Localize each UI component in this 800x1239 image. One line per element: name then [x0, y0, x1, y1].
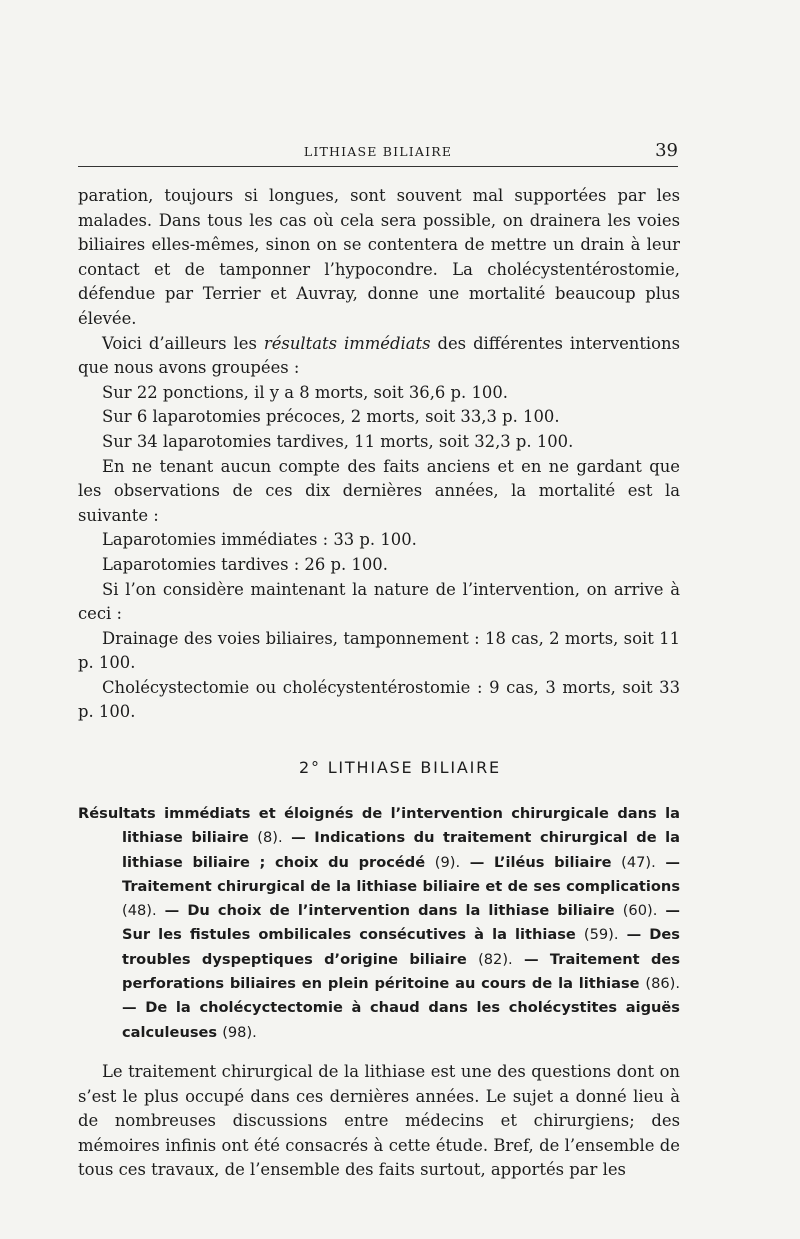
reference-number: (82).: [478, 950, 513, 968]
reference-number: (59).: [583, 926, 619, 944]
summary-title: — Traitement chirurgical de la lithiase biliaire et de ses complications: [122, 853, 681, 895]
summary-title: — Des troubles dyspeptiques d’origine biliaire: [122, 926, 680, 968]
summary-title: — Traitement des perforations biliaires en plein péritoine au cours de la lithiase: [122, 950, 680, 993]
reference-number: (86).: [645, 975, 680, 993]
summary-title: — De la cholécyctectomie à chaud dans les cholécystites aiguës calculeuses: [122, 999, 680, 1041]
running-title: LITHIASE BILIAIRE: [303, 144, 453, 159]
reference-number: (60).: [622, 902, 658, 920]
recent-results-line: Laparotomies tardives : 26 p. 100.: [102, 554, 388, 574]
results-line: Sur 6 laparotomies précoces, 2 morts, soit 33,3 p. 100.: [102, 407, 560, 427]
paragraph: En ne tenant aucun compte des faits anciens et en ne gardant que les observations de ces dix dernières années, la mortalité est la suivante :: [78, 456, 680, 525]
summary-title: — Sur les fistules ombilicales consécutives à la lithiase: [122, 902, 680, 944]
summary-title: Résultats immédiats et éloignés de l’intervention chirurgicale dans la lithiase biliaire: [78, 805, 680, 847]
section-summary: [78, 802, 680, 1045]
paragraph: Cholécystectomie ou cholécystentérostomie : 9 cas, 3 morts, soit 33 p. 100.: [78, 677, 680, 722]
paragraph: paration, toujours si longues, sont souvent mal supportées par les malades. Dans tous les cas où cela sera possible, on drainera les voies biliaires elles-mêmes, sinon on se contentera de mettre un drain à leur contact et de tamponner l’hypocondre. La cholécystentérostomie, défendue par Terrier et Auvray, donne une mortalité beaucoup plus élevée.: [78, 186, 680, 328]
section-heading: 2° LITHIASE BILIAIRE: [299, 758, 501, 777]
reference-number: (8).: [257, 829, 283, 847]
paragraph-results-intro: [78, 332, 680, 381]
recent-results-line: Laparotomies immédiates : 33 p. 100.: [102, 530, 417, 550]
results-line: Sur 34 laparotomies tardives, 11 morts, soit 32,3 p. 100.: [102, 431, 574, 451]
page-number: 39: [655, 140, 678, 161]
summary-title: — Indications du traitement chirurgical de la lithiase biliaire ; choix du procédé: [122, 829, 680, 871]
text-span: Voici d’ailleurs les: [102, 333, 264, 353]
paragraph: Si l’on considère maintenant la nature de l’intervention, on arrive à ceci :: [78, 579, 680, 624]
reference-number: (98).: [222, 1023, 257, 1041]
paragraph: Drainage des voies biliaires, tamponnement : 18 cas, 2 morts, soit 11 p. 100.: [78, 628, 680, 673]
reference-number: (9).: [434, 853, 461, 871]
results-line: Sur 22 ponctions, il y a 8 morts, soit 36,6 p. 100.: [102, 382, 508, 402]
summary-title: — Du choix de l’intervention dans la lithiase biliaire: [156, 902, 623, 920]
reference-number: (47).: [621, 853, 656, 871]
emphasis-text: résultats immédiats: [263, 333, 431, 353]
running-header: [78, 140, 678, 167]
closing-paragraph: Le traitement chirurgical de la lithiase est une des questions dont on s’est le plus occupé dans ces dernières années. Le sujet a donné lieu à de nombreuses discussions entre médecins et chirurgiens; des mémoires infinis ont été consacrés à cette étude. Bref, de l’ensemble de tous ces travaux, de l’ensemble des faits surtout, apportés par les: [78, 1062, 680, 1180]
summary-title: — L’iléus biliaire: [460, 853, 622, 871]
reference-number: (48).: [122, 902, 157, 920]
text-span: des différentes interventions que nous avons groupées :: [78, 333, 681, 378]
body-text: [78, 184, 680, 725]
